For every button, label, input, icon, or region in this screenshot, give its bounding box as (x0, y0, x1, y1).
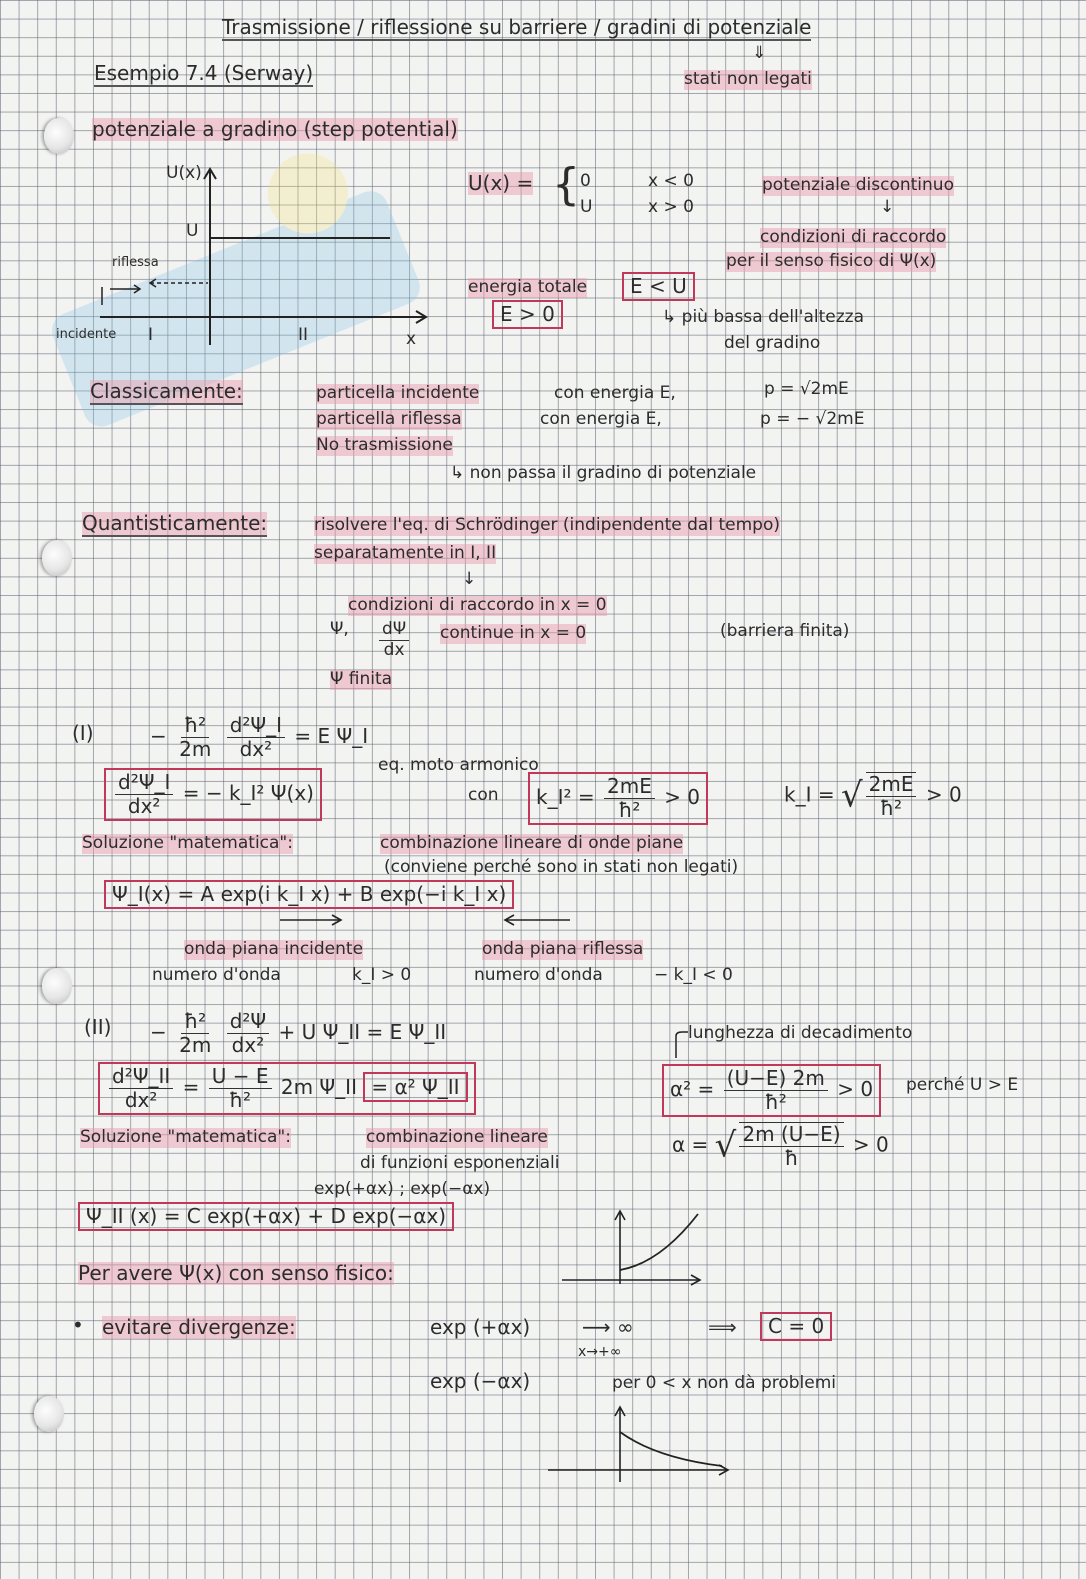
r1-boxed-num: d²Ψ_I (115, 771, 173, 795)
graph-region-1: I (148, 325, 154, 345)
discontinuous-note: potenziale discontinuo (762, 175, 954, 195)
k2-lhs: k_I² = (536, 785, 595, 809)
a-den: ħ (784, 1146, 799, 1170)
decay-length-note: lunghezza di decadimento (688, 1023, 913, 1043)
k-num: 2mE (866, 773, 917, 797)
graph-region-2: II (298, 325, 309, 345)
binder-hole (42, 540, 72, 576)
r2-solution-text-3: exp(+αx) ; exp(−αx) (314, 1179, 491, 1199)
graph-riflessa: riflessa (112, 255, 159, 270)
no-problem-note: per 0 < x non dà problemi (612, 1373, 837, 1393)
region-2-schrodinger (150, 1010, 446, 1057)
physical-label: Per avere Ψ(x) con senso fisico: (78, 1261, 394, 1285)
r2-minus: − (150, 1020, 167, 1044)
alpha-root: α = √ $\frac{2m (U-E)}{ħ}$ > 0 (672, 1122, 889, 1170)
k2-den: ħ² (618, 798, 641, 822)
r2-b-eq: = (182, 1075, 200, 1099)
a-gt: > 0 (852, 1132, 889, 1157)
binder-hole (44, 118, 74, 154)
r2-solution-text: combinazione lineare (366, 1127, 548, 1147)
r1-solution-note: (conviene perché sono in stati non legati) (384, 857, 739, 877)
r1-solution-label: Soluzione "matematica": (82, 833, 293, 853)
alpha-reason: perché U > E (906, 1075, 1019, 1095)
a2-den: ħ² (764, 1090, 787, 1114)
wave-2-number: numero d'onda (474, 965, 603, 985)
raccordo-title: condizioni di raccordo in x = 0 (348, 595, 607, 615)
page-title: Trasmissione / riflessione su barriere / gradini di potenziale (222, 15, 812, 39)
exp-growth-curve (620, 1214, 698, 1270)
r1-dx2: dx² (239, 737, 273, 761)
r2-dx2: dx² (231, 1033, 265, 1057)
raccordo-barrier: (barriera finita) (720, 621, 850, 641)
region-2-tag: (II) (84, 1015, 112, 1039)
limit-label: x→+∞ (578, 1344, 622, 1360)
title-note: stati non legati (684, 69, 812, 89)
graph-incidente: incidente (56, 327, 117, 342)
exp-decay-curve (620, 1432, 722, 1466)
raccordo-psi: Ψ, (330, 619, 349, 639)
energy-condition: E < U (622, 272, 695, 301)
k2-num: 2mE (604, 775, 655, 799)
wave-direction-arrows (280, 912, 600, 932)
c-equals-zero: C = 0 (760, 1312, 832, 1341)
k-den: ħ² (880, 796, 903, 820)
r2-b-num: d²Ψ_II (109, 1065, 173, 1089)
classical-line-2b: con energia E, (540, 409, 662, 429)
r2-d2psi: d²Ψ (227, 1010, 269, 1034)
energy-label: energia totale (468, 277, 588, 297)
section-heading-step: potenziale a gradino (step potential) (92, 117, 458, 141)
r2-b-fnum: U − E (209, 1065, 272, 1089)
r2-solution-label: Soluzione "matematica": (80, 1127, 291, 1147)
quantum-line-2: separatamente in I, II (314, 543, 497, 563)
raccordo-finite: Ψ finita (330, 669, 393, 689)
wave-1-label: onda piana incidente (184, 939, 364, 959)
r1-boxed-rhs: = − k_I² Ψ(x) (182, 781, 314, 805)
psi-2-solution: Ψ_II (x) = C exp(+αx) + D exp(−αx) (78, 1202, 454, 1231)
k-root: k_I = √ $\frac{2mE}{\text{ħ²}}$ > 0 (784, 772, 962, 820)
potential-cond-1: x < 0 (648, 171, 694, 191)
region-1-tag: (I) (72, 721, 94, 745)
classical-label: Classicamente: (90, 379, 243, 403)
title-arrow: ⇓ (752, 43, 767, 63)
graph-x-label: x (406, 329, 417, 349)
raccordo-line-2: per il senso fisico di Ψ(x) (726, 251, 937, 271)
binder-hole (42, 968, 72, 1004)
r2-b-mid: 2m Ψ_II (280, 1075, 357, 1099)
psi-1-solution: Ψ_I(x) = A exp(i k_I x) + B exp(−i k_I x) (104, 880, 514, 909)
a2-lhs: α² = (670, 1077, 715, 1101)
r2-b-fden: ħ² (229, 1088, 252, 1112)
derivative-den: dx (383, 639, 405, 660)
k-squared-box (528, 772, 708, 825)
classical-line-4: ↳ non passa il gradino di potenziale (450, 463, 757, 483)
classical-line-2a: particella riflessa (316, 409, 462, 429)
potential-val-1: 0 (580, 171, 591, 191)
potential-brace: { (552, 159, 580, 210)
potential-val-2: U (580, 197, 593, 217)
classical-line-1b: con energia E, (554, 383, 676, 403)
region-2-boxed-eq (98, 1062, 476, 1115)
region-1-boxed-eq (104, 768, 322, 821)
arrow-infinity: ⟶ ∞ (582, 1315, 634, 1339)
r2-2m: 2m (179, 1033, 212, 1057)
wave-1-k: k_I > 0 (352, 965, 412, 985)
a2-gt: > 0 (837, 1077, 874, 1101)
r2-b-rhs: = α² Ψ_II (363, 1072, 467, 1102)
region-1-schrodinger (150, 714, 368, 761)
raccordo-derivative (376, 620, 412, 660)
harmonic-con: con (468, 785, 499, 805)
r1-boxed-den: dx² (127, 794, 161, 818)
exp-plus: exp (+αx) (430, 1315, 531, 1339)
a-num: 2m (U−E) (739, 1123, 843, 1147)
avoid-divergence: evitare divergenze: (102, 1315, 296, 1339)
r1-rhs: = E Ψ_I (294, 724, 369, 748)
derivative-num: dΨ (379, 620, 409, 641)
wave-1-number: numero d'onda (152, 965, 281, 985)
potential-cond-2: x > 0 (648, 197, 694, 217)
discontinuous-arrow: ↓ (880, 197, 895, 217)
decaying-exponential-graph (546, 1404, 736, 1484)
alpha-squared-box (662, 1064, 881, 1117)
quantum-label: Quantisticamente: (82, 511, 268, 535)
r1-minus: − (150, 724, 167, 748)
wave-2-k: − k_I < 0 (654, 965, 733, 985)
k2-gt: > 0 (664, 785, 701, 809)
quantum-line-1: risolvere l'eq. di Schrödinger (indipendente dal tempo) (314, 515, 780, 535)
r2-hbar: ħ² (181, 1010, 209, 1034)
a2-num: (U−E) 2m (724, 1067, 828, 1091)
energy-note-1: ↳ più bassa dell'altezza (662, 307, 864, 327)
classical-line-1c: p = √2mE (764, 379, 849, 399)
growing-exponential-graph (560, 1208, 710, 1288)
wave-2-label: onda piana riflessa (482, 939, 644, 959)
graph-y-label: U(x) (166, 163, 202, 183)
classical-line-1a: particella incidente (316, 383, 480, 403)
harmonic-note: eq. moto armonico (378, 755, 539, 775)
r2-solution-text-2: di funzioni esponenziali (360, 1153, 560, 1173)
graph-u-level: U (186, 221, 199, 241)
energy-note-2: del gradino (724, 333, 821, 353)
r1-d2psi: d²Ψ_I (227, 714, 285, 738)
classical-line-2c: p = − √2mE (760, 409, 865, 429)
r2-b-den: dx² (124, 1088, 158, 1112)
r1-2m: 2m (179, 737, 212, 761)
quantum-arrow: ↓ (462, 569, 477, 589)
raccordo-continuous: continue in x = 0 (440, 623, 587, 643)
r1-solution-text: combinazione lineare di onde piane (380, 833, 684, 853)
r2-rhs: + U Ψ_II = E Ψ_II (278, 1020, 447, 1044)
example-reference: Esempio 7.4 (Serway) (94, 61, 314, 85)
potential-lhs: U(x) = (468, 171, 534, 195)
k-gt: > 0 (925, 782, 962, 807)
k-lhs: k_I = (784, 782, 835, 807)
exp-minus: exp (−αx) (430, 1369, 531, 1393)
a-lhs: α = (672, 1132, 709, 1157)
r1-hbar: ħ² (181, 714, 209, 738)
raccordo-line-1: condizioni di raccordo (760, 227, 947, 247)
classical-line-3: No trasmissione (316, 435, 453, 455)
energy-positive: E > 0 (492, 300, 563, 329)
binder-hole (34, 1396, 64, 1432)
implies-arrow: ⟹ (708, 1315, 737, 1339)
bullet: • (72, 1313, 84, 1337)
